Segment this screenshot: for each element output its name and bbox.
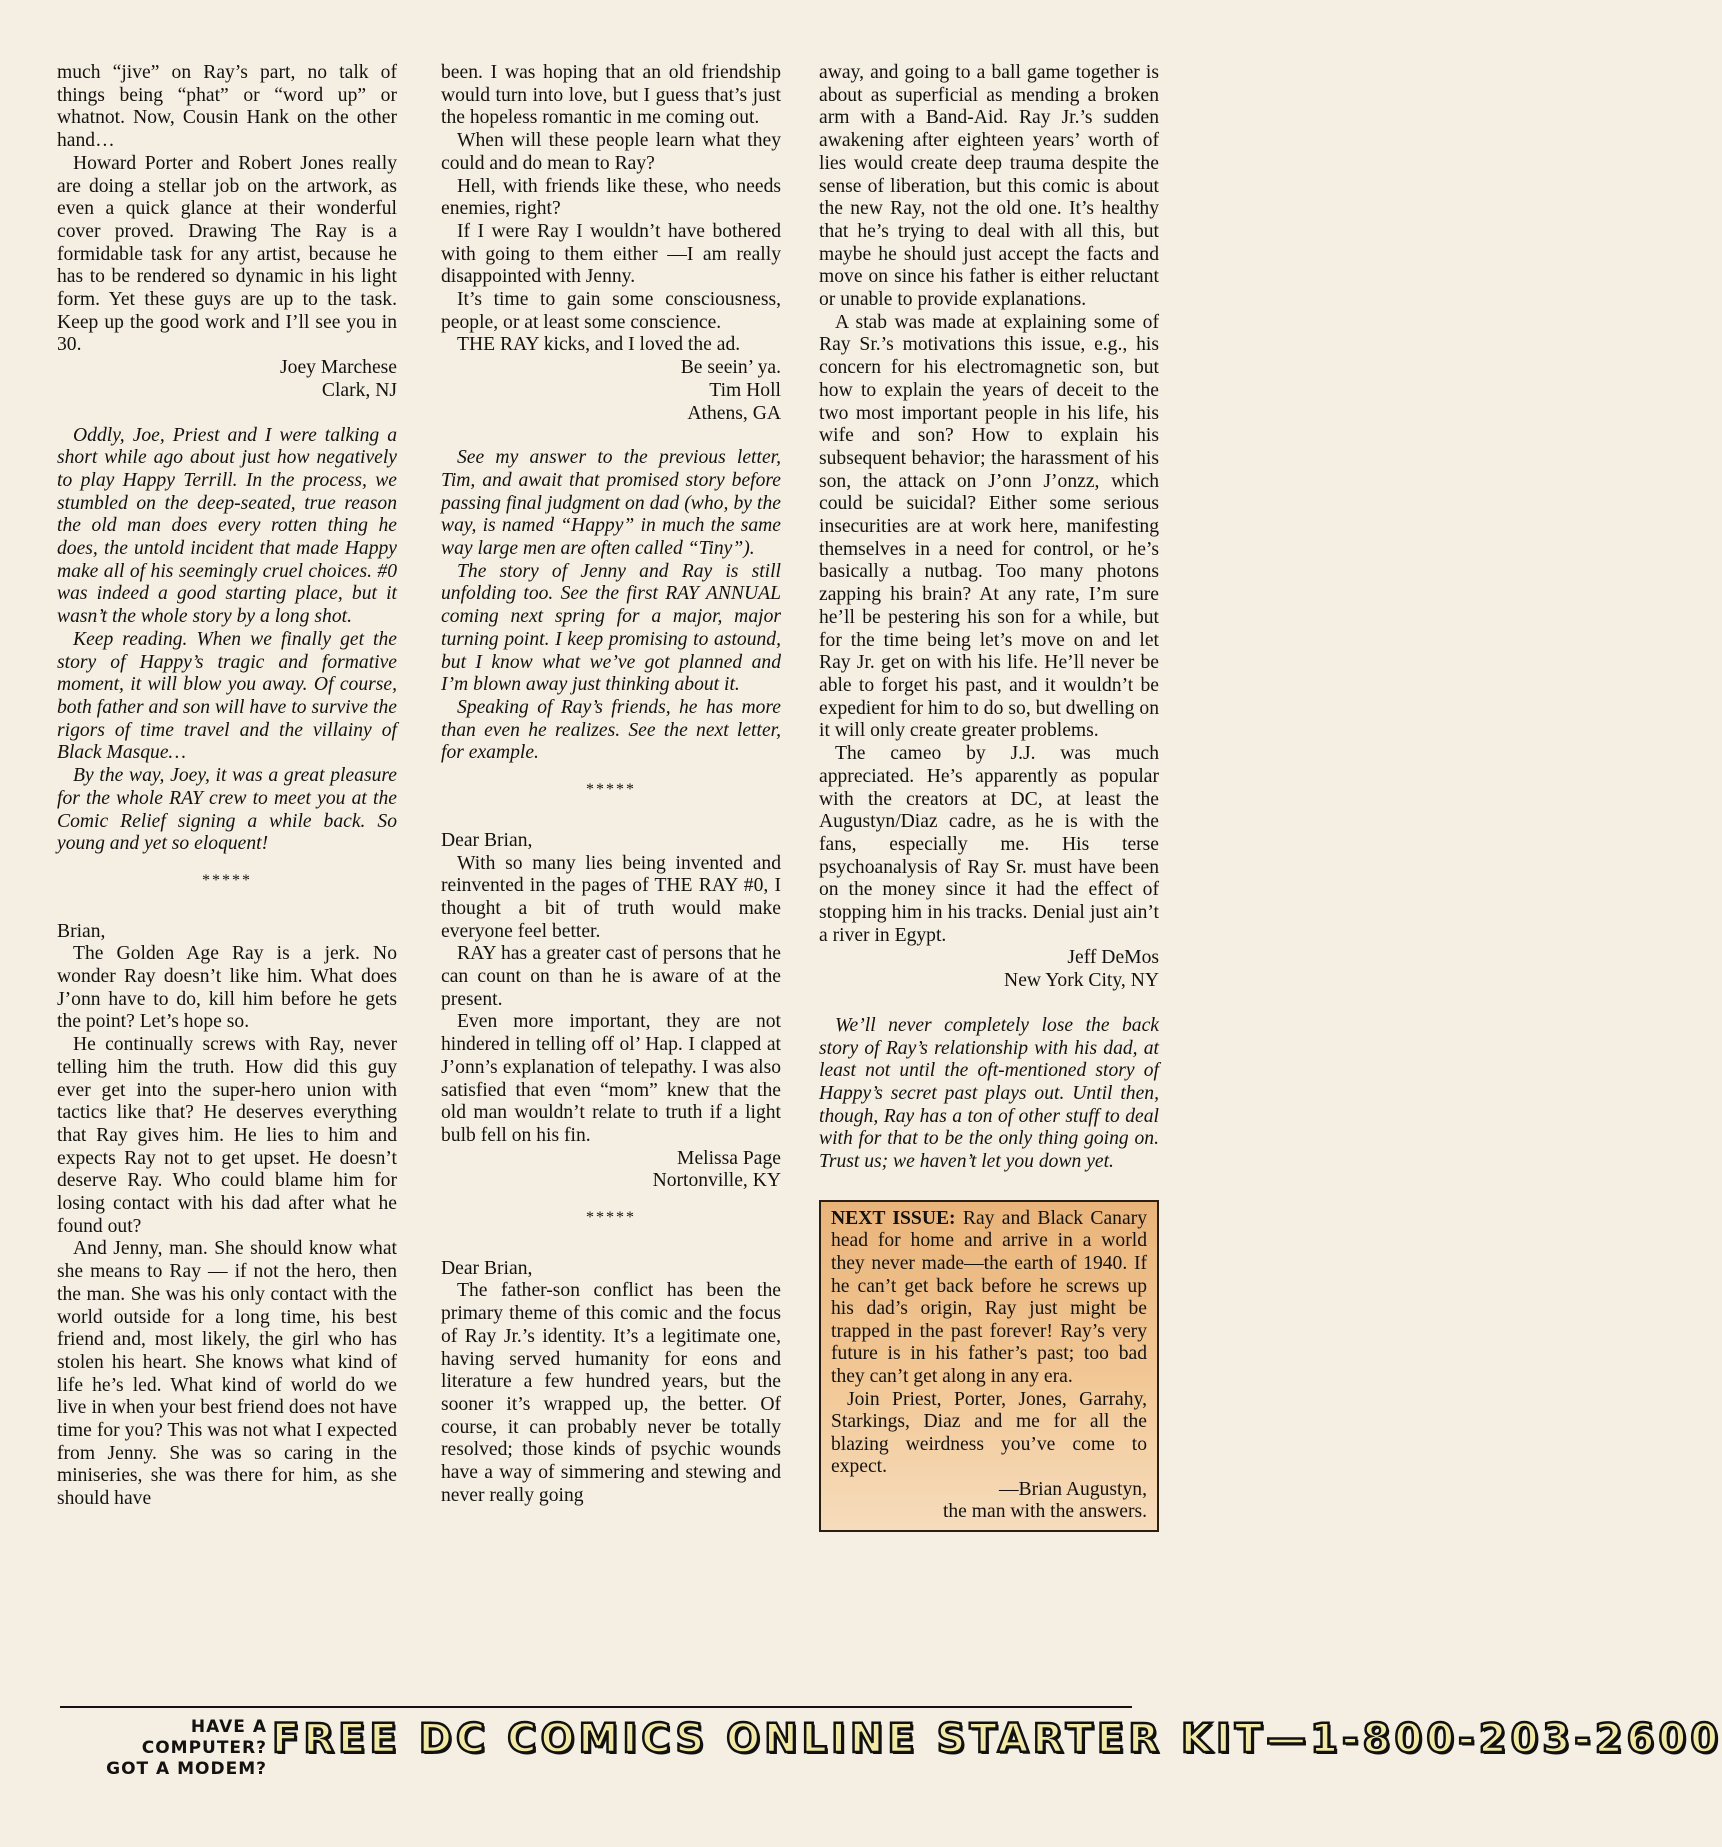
editor-response: Speaking of Ray’s friends, he has more than even he realizes. See the next letter, for example. [441, 696, 781, 764]
column-3 [819, 62, 1159, 1532]
letter-paragraph: A stab was made at explaining some of Ray Sr.’s motivations this issue, e.g., his concern for his electromagnetic son, but how to explain the years of deceit to the two most important people in his life, his wife and son? How to explain his subsequent behavior; the harassment of his son, the attack on J’onn J’onzz, which could be suicidal? Either some serious insecurities are at work here, manifesting themselves in a need for control, or he’s basically a nutbag. Too many photons zapping his brain? At any rate, I’m sure he’ll be pestering his son for a while, but for the time being let’s move on and let Ray Jr. get on with his life. He’ll never be able to forget his past, and it wouldn’t be expedient for him to do so, but dwelling on it will only create greater problems. [819, 311, 1159, 742]
next-issue-box [819, 1200, 1159, 1532]
letter-paragraph: RAY has a greater cast of persons that he can count on than he is aware of at the present. [441, 943, 781, 1010]
letter-paragraph: It’s time to gain some consciousness, people, or at least some conscience. [441, 289, 781, 333]
letter-paragraph: If I were Ray I wouldn’t have bothered with going to them either —I am really disappointed with Jenny. [441, 220, 781, 288]
letter-paragraph: Even more important, they are not hindered in telling off ol’ Hap. I clapped at J’onn’s explanation of telepathy. I was also satisfied that even “mom” knew that the old man wouldn’t relate to truth if a light bulb fell on his fin. [441, 1011, 781, 1146]
salutation: Dear Brian, [441, 829, 533, 851]
signature-place: Nortonville, KY [652, 1170, 781, 1192]
signature-place: Clark, NJ [321, 379, 397, 401]
next-issue-join: Join Priest, Porter, Jones, Garrahy, Starkings, Diaz and me for all the blazing weirdness you’ve come to expect. [831, 1388, 1147, 1478]
letter-paragraph: The father-son conflict has been the primary theme of this comic and the focus of Ray Jr.’s identity. It’s a legitimate one, having served humanity for eons and literature a few hundred years, but the sooner it’s wrapped up, the better. Of course, it can probably never be totally resolved; those kinds of psychic wounds have a way of simmering and stewing and never really going [441, 1280, 781, 1506]
letter-separator: ***** [202, 871, 252, 889]
closing: Be seein’ ya. [680, 357, 781, 379]
column-1 [57, 62, 397, 1511]
letter-paragraph: When will these people learn what they could and do mean to Ray? [441, 130, 781, 174]
letter-paragraph: been. I was hoping that an old friendship would turn into love, but I guess that’s just the hopeless romantic in me coming out. [441, 62, 781, 129]
signature-place: Athens, GA [687, 402, 781, 424]
salutation: Dear Brian, [441, 1257, 533, 1279]
footer-line-computer: HAVE A COMPUTER? [141, 1717, 267, 1758]
editor-response: Oddly, Joe, Priest and I were talking a short while ago about just how negatively to play Happy Terrill. In the process, we stumbled on the deep-seated, true reason the old man does every rotten thing he does, the untold incident that made Happy make all of his seemingly cruel choices. #0 was indeed a good starting place, but it wasn’t the whole story by a long shot. [57, 424, 397, 628]
letter-paragraph: He continually screws with Ray, never telling him the truth. How did this guy ever get into the super-hero union with tactics like that? He deserves everything that Ray gives him. He lies to him and expects Ray not to get upset. He doesn’t deserve Ray. Who could blame him for losing contact with his dad after what he found out? [57, 1034, 397, 1237]
letter-separator: ***** [586, 781, 636, 799]
letter-paragraph: The Golden Age Ray is a jerk. No wonder Ray doesn’t like him. What does J’onn have to do, kill him before he gets the point? Let’s hope so. [57, 943, 397, 1033]
signature-name: Melissa Page [677, 1147, 781, 1169]
letter-paragraph: away, and going to a ball game together is about as superficial as mending a broken arm with a Band-Aid. Ray Jr.’s sudden awakening after eighteen years’ worth of lies would create deep trauma despite the sense of liberation, but this comic is about the new Ray, not the old one. It’s healthy that he’s trying to deal with all this, but maybe he should just accept the facts and move on since his father is either reluctant or unable to provide explanations. [819, 62, 1159, 311]
signature-name: Joey Marchese [280, 357, 397, 379]
footer-line-modem: GOT A MODEM? [106, 1759, 267, 1779]
letter-paragraph: THE RAY kicks, and I loved the ad. [457, 334, 741, 356]
next-issue-text [831, 1208, 1147, 1389]
signature-place: New York City, NY [1004, 970, 1159, 992]
letter-paragraph: Hell, with friends like these, who needs enemies, right? [441, 175, 781, 220]
footer-small-text [92, 1717, 267, 1780]
editor-signature: —Brian Augustyn, [998, 1478, 1147, 1500]
signature-name: Jeff DeMos [1067, 947, 1159, 969]
starter-kit-ad: FREE DC COMICS ONLINE STARTER KIT—1-800-203-2600 [272, 1716, 1722, 1762]
next-issue-kicker: NEXT ISSUE: [831, 1207, 956, 1229]
next-issue-body: Ray and Black Canary head for home and arrive in a world they never made—the earth of 1940. If he can’t get back before he screws up his dad’s origin, Ray just might be trapped in the past forever! Ray’s very future is in his father’s past; too bad they can’t get along in any era. [831, 1207, 1147, 1387]
editor-response: We’ll never completely lose the back story of Ray’s relationship with his dad, at least not until the oft-mentioned story of Happy’s secret past plays out. Until then, though, Ray has a ton of other stuff to deal with for that to be the only thing going on. Trust us; we haven’t let you down yet. [819, 1014, 1159, 1173]
letter-paragraph: The cameo by J.J. was much appreciated. He’s apparently as popular with the creators at DC, at least the Augustyn/Diaz cadre, as he is with the fans, especially me. His terse psychoanalysis of Ray Sr. must have been on the money since it had the effect of stopping him in his tracks. Denial just ain’t a river in Egypt. [819, 743, 1159, 946]
column-2 [441, 62, 781, 1507]
letter-paragraph: much “jive” on Ray’s part, no talk of things being “phat” or “word up” or whatnot. Now, Cousin Hank on the other hand… [57, 62, 397, 152]
editor-response: See my answer to the previous letter, Tim, and await that promised story before passing final judgment on dad (who, by the way, is named “Happy” in much the same way large men are often called “Tiny”). [441, 447, 781, 560]
salutation: Brian, [57, 920, 106, 942]
signature-name: Tim Holl [709, 379, 781, 401]
editor-response: The story of Jenny and Ray is still unfolding too. See the first RAY ANNUAL coming next spring for a major, major turning point. I keep promising to astound, but I know what we’ve got planned and I’m blown away just thinking about it. [441, 560, 781, 696]
editor-title: the man with the answers. [942, 1501, 1147, 1523]
letter-paragraph: And Jenny, man. She should know what she means to Ray — if not the hero, then the man. She was his only contact with the world outside for a long time, his best friend and, most likely, the girl who has stolen his heart. She knows what kind of life he’s led. What kind of world do we live in when your best friend does not have time for you? This was not what I expected from Jenny. She was so caring in the miniseries, she was there for him, as she should have [57, 1238, 397, 1510]
editor-response: By the way, Joey, it was a great pleasure for the whole RAY crew to meet you at the Comic Relief signing a while back. So young and yet so eloquent! [57, 765, 397, 855]
letter-paragraph: With so many lies being invented and reinvented in the pages of THE RAY #0, I thought a bit of truth would make everyone feel better. [441, 852, 781, 942]
editor-response: Keep reading. When we finally get the story of Happy’s tragic and formative moment, it will blow you away. Of course, both father and son will have to survive the rigors of time travel and the villainy of Black Masque… [57, 628, 397, 764]
letter-separator: ***** [586, 1209, 636, 1227]
letter-paragraph: Howard Porter and Robert Jones really are doing a stellar job on the artwork, as even a quick glance at their wonderful cover proved. Drawing The Ray is a formidable task for any artist, because he has to be rendered so dynamic in his light form. Yet these guys are up to the task. Keep up the good work and I’ll see you in 30. [57, 152, 397, 356]
